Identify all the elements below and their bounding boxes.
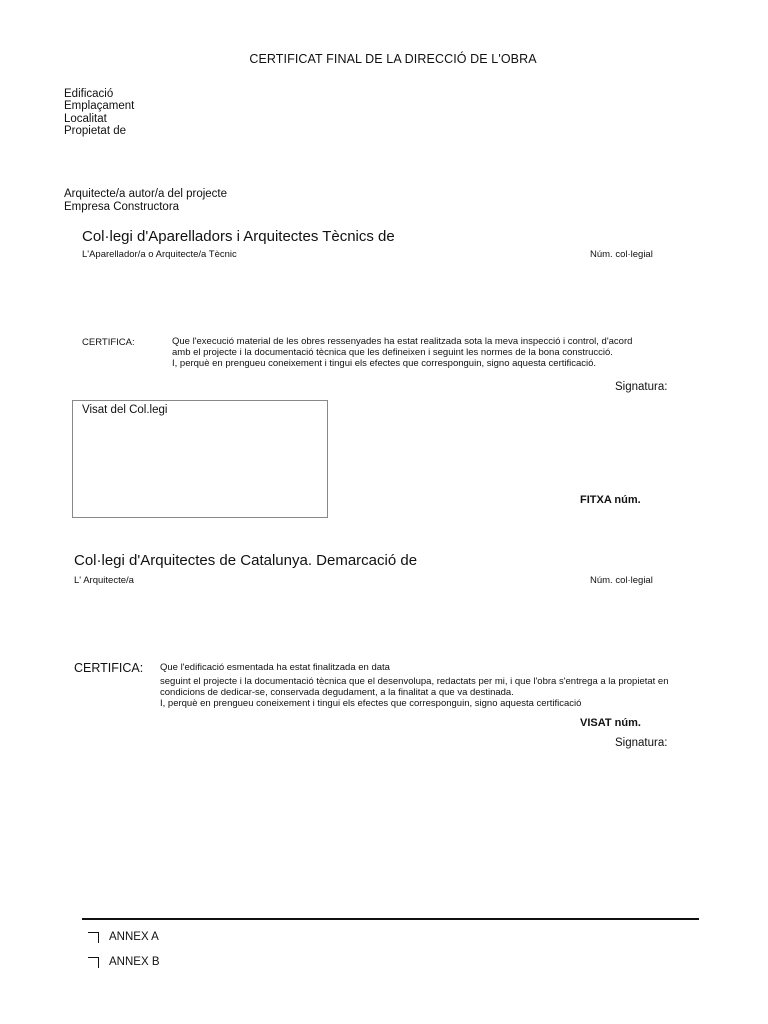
visat-colegi-box bbox=[72, 400, 328, 518]
arquitecte-role-label: L' Arquitecte/a bbox=[74, 575, 134, 586]
arquitecte-certifica-line-3: I, perquè en prengueu coneixement i tingui els efectes que corresponguin, signo aquesta certificació bbox=[160, 698, 582, 709]
annex-a-label: ANNEX A bbox=[109, 931, 159, 943]
field-empresa-constructora: Empresa Constructora bbox=[64, 201, 180, 213]
aparellador-role-label: L'Aparellador/a o Arquitecte/a Tècnic bbox=[82, 249, 237, 260]
visat-num-label: VISAT núm. bbox=[580, 717, 641, 729]
aparellador-certifica-label: CERTIFICA: bbox=[82, 337, 135, 348]
aparellador-signatura: Signatura: bbox=[615, 381, 668, 393]
aparellador-certifica-line-1: Que l'execució material de les obres ressenyades ha estat realitzada sota la meva inspecció i control, d'acord bbox=[172, 336, 633, 347]
field-localitat: Localitat bbox=[64, 113, 107, 125]
field-arquitecte-autor: Arquitecte/a autor/a del projecte bbox=[64, 188, 228, 200]
arquitectes-heading: Col·legi d'Arquitectes de Catalunya. Demarcació de bbox=[74, 552, 418, 569]
aparellador-certifica-line-3: I, perquè en prengueu coneixement i tingui els efectes que corresponguin, signo aquesta certificació. bbox=[172, 358, 597, 369]
fitxa-num-label: FITXA núm. bbox=[580, 494, 641, 506]
document-title: CERTIFICAT FINAL DE LA DIRECCIÓ DE L'OBRA bbox=[249, 52, 537, 66]
arquitecte-signatura: Signatura: bbox=[615, 737, 668, 749]
arquitecte-certifica-line-2: condicions de dedicar-se, conservada degudament, a la finalitat a que va destinada. bbox=[160, 687, 514, 698]
annex-b-label: ANNEX B bbox=[109, 956, 160, 968]
field-propietat: Propietat de bbox=[64, 125, 127, 137]
arquitecte-num-colegial: Núm. col·legial bbox=[590, 575, 653, 586]
arquitecte-certifica-label: CERTIFICA: bbox=[74, 661, 144, 675]
field-edificacio: Edificació bbox=[64, 88, 114, 100]
annex-b-checkbox[interactable] bbox=[88, 957, 99, 968]
arquitecte-certifica-line-1: seguint el projecte i la documentació tècnica que el desenvolupa, redactats per mi, i que l'obra s'entrega a la propietat en bbox=[160, 676, 669, 687]
aparelladors-heading: Col·legi d'Aparelladors i Arquitectes Tècnics de bbox=[82, 228, 395, 245]
visat-colegi-label: Visat del Col.legi bbox=[82, 404, 168, 416]
aparellador-certifica-line-2: amb el projecte i la documentació tècnica que les defineixen i seguint les normes de la bona construcció. bbox=[172, 347, 613, 358]
aparellador-num-colegial: Núm. col·legial bbox=[590, 249, 653, 260]
annex-divider bbox=[82, 918, 699, 920]
arquitecte-certifica-first-line: Que l'edificació esmentada ha estat finalitzada en data bbox=[160, 662, 390, 673]
annex-a-checkbox[interactable] bbox=[88, 932, 99, 943]
field-emplacament: Emplaçament bbox=[64, 100, 135, 112]
